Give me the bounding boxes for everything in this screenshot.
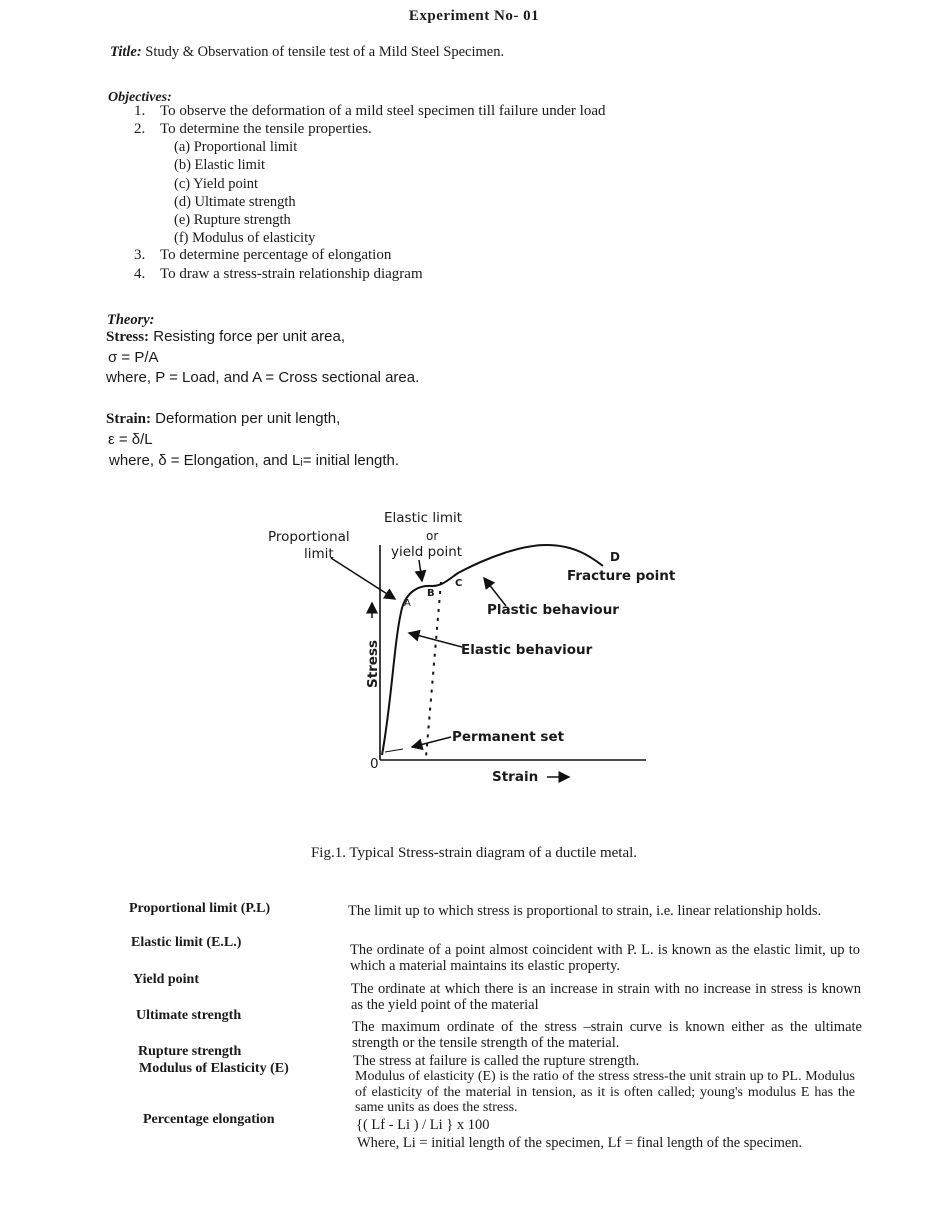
def-yield-point: The ordinate at which there is an increase in strain with no increase in stress is known as the yield point of the material — [351, 981, 861, 1013]
def-percentage-elongation-formula: {( Lf - Li ) / Li } x 100 — [356, 1117, 490, 1133]
stress-definition: Stress: Resisting force per unit area, — [106, 328, 345, 345]
objective-sub-d: (d) Ultimate strength — [174, 194, 296, 210]
fracture-point-label: Fracture point — [567, 568, 676, 584]
objective-item-3: 3. To determine percentage of elongation — [134, 247, 392, 263]
def-ultimate-strength: The maximum ordinate of the stress –strain curve is known either as the ultimate strength or the tensile strength of the material. — [352, 1019, 862, 1051]
objective-item-1: 1. To observe the deformation of a mild steel specimen till failure under load — [134, 103, 606, 119]
point-d-label: D — [610, 550, 620, 564]
term-proportional-limit: Proportional limit (P.L) — [129, 901, 271, 916]
page-title: Experiment No- 01 — [408, 8, 540, 24]
figure-caption: Fig.1. Typical Stress-strain diagram of a ductile metal. — [310, 845, 638, 861]
strain-where: where, δ = Elongation, and Lᵢ= initial length. — [109, 452, 400, 469]
elastic-limit-label: Elastic limit — [384, 510, 463, 526]
proportional-label: Proportional — [268, 529, 350, 545]
strain-axis-label: Strain — [492, 769, 539, 785]
objective-item-4: 4. To draw a stress-strain relationship diagram — [134, 266, 423, 282]
def-rupture-strength: The stress at failure is called the rupture strength. — [353, 1053, 640, 1069]
term-rupture-strength: Rupture strength — [138, 1044, 242, 1059]
origin-label: 0 — [370, 756, 379, 772]
objective-sub-a: (a) Proportional limit — [174, 139, 298, 155]
unloading-line — [426, 582, 441, 757]
stress-axis-label: Stress — [365, 639, 381, 689]
subtitle-label: Title: — [110, 44, 142, 60]
stress-formula: σ = P/A — [108, 349, 159, 366]
yield-point-label: yield point — [391, 544, 463, 560]
permanent-set-label: Permanent set — [452, 729, 565, 745]
objectives-heading: Objectives: — [108, 90, 172, 105]
term-elastic-limit: Elastic limit (E.L.) — [131, 935, 242, 950]
objective-sub-e: (e) Rupture strength — [174, 212, 291, 228]
term-ultimate-strength: Ultimate strength — [136, 1008, 242, 1023]
stress-where: where, P = Load, and A = Cross sectional area. — [106, 369, 420, 386]
def-elastic-limit: The ordinate of a point almost coincident with P. L. is known as the elastic limit, up to which a material maintains its elastic property. — [350, 942, 860, 974]
permanent-set-arrow-tail — [385, 749, 403, 752]
objective-item-2: 2. To determine the tensile properties. — [134, 121, 372, 137]
term-yield-point: Yield point — [133, 972, 199, 987]
term-modulus-of-elasticity: Modulus of Elasticity (E) — [139, 1061, 289, 1076]
term-percentage-elongation: Percentage elongation — [143, 1112, 275, 1127]
proportional-limit-arrow — [331, 558, 395, 599]
subtitle-text: Study & Observation of tensile test of a Mild Steel Specimen. — [145, 44, 505, 60]
objective-sub-f: (f) Modulus of elasticity — [174, 230, 316, 246]
point-c-label: C — [455, 578, 463, 589]
strain-formula: ε = δ/L — [108, 431, 153, 448]
theory-heading: Theory: — [107, 312, 155, 328]
limit-label: limit — [304, 546, 334, 562]
or-label: or — [426, 529, 439, 543]
plastic-behaviour-label: Plastic behaviour — [487, 602, 619, 618]
elastic-limit-arrow — [419, 560, 422, 581]
point-b-label: B — [427, 588, 435, 599]
objective-sub-b: (b) Elastic limit — [174, 157, 266, 173]
objective-sub-c: (c) Yield point — [174, 176, 259, 192]
def-percentage-elongation-where: Where, Li = initial length of the specimen, Lf = final length of the specimen. — [357, 1135, 803, 1151]
def-proportional-limit: The limit up to which stress is proportional to strain, i.e. linear relationship holds. — [348, 903, 822, 919]
elastic-behaviour-label: Elastic behaviour — [461, 642, 593, 658]
def-modulus-of-elasticity: Modulus of elasticity (E) is the ratio of the stress stress-the unit strain up to PL. Modulus of elasticity of the material in tension, as it is often called; young's modulus E has the same units as does the stress. — [355, 1069, 855, 1115]
point-a-label: A — [404, 598, 411, 609]
permanent-set-arrow — [412, 737, 451, 747]
strain-definition: Strain: Deformation per unit length, — [106, 410, 341, 427]
